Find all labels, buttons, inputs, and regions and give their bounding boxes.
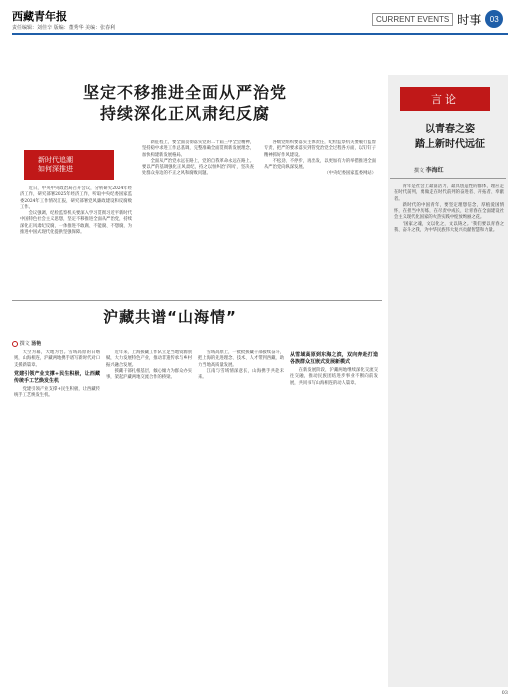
paragraph: 党建引领产业支撑+民生积极，让西藏传统手工艺焕发生机。	[14, 386, 100, 399]
paragraph: 在新发展阶段，沪藏两地继续深化交流交往交融，推动民族团结进步事业不断向前发展，共同书写山海相连的动人篇章。	[290, 368, 378, 386]
paragraph: 近年来，上海援藏工作队立足当地资源禀赋，大力发展特色产业，推动非遗传承与乡村振兴融合发展。	[106, 350, 192, 368]
paragraph: 雪域高原上，一批批援藏干部接续奋斗，把上海的先进理念、技术、人才带到西藏，助力当地高质量发展。	[198, 350, 284, 368]
masthead: 西藏青年报	[12, 10, 67, 23]
article-divider	[12, 300, 382, 301]
badge-line1: 新时代追潮	[38, 156, 73, 164]
subheading: 党建引领产业支撑+民生积极，让西藏传统手工艺焕发生机	[14, 370, 100, 384]
section-header	[372, 10, 503, 28]
article1-column-1	[20, 186, 132, 298]
opinion-title-line2: 踏上新时代远征	[415, 139, 485, 150]
paragraph: 近日，中央中央政治局召开会议，分析研究2024年经济工作，研究部署2025年经济工作，听取中央纪委国家监委2024年工作情况汇报，研究部署党风廉政建设和反腐败工作。	[20, 186, 132, 210]
section-label-zh: 时事	[457, 12, 482, 27]
section-label-en: CURRENT EVENTS	[372, 13, 453, 26]
article1-title-line2: 持续深化正风肃纪反腐	[99, 104, 270, 123]
paragraph: 全面从严治党永远在路上，党的自我革命永远在路上。要以严的基调强化正风肃纪，持之以恒纠治'四风'，坚决查处群众身边的不正之风和腐败问题。	[142, 158, 254, 177]
author-name: 李海红	[425, 167, 444, 174]
footer-page-mark: 03	[501, 690, 508, 696]
paragraph: 青年是社会上最富活力、最具创造性的群体，理应走在时代前列，勇做走在时代前列的奋进者、开拓者、奉献者。	[394, 184, 504, 202]
article2-column-4	[290, 350, 378, 690]
article2-column-3	[198, 350, 284, 690]
opinion-author	[414, 165, 444, 174]
paragraph: 新时代的中国青年，要坚定理想信念，厚植爱国情怀，在担当中历练，在尽责中成长，让青春在全面建设社会主义现代化国家的火热实践中绽放绚丽之花。	[394, 202, 504, 221]
article2-author	[12, 340, 41, 347]
article2-title: 沪藏共谱“山海情”	[103, 308, 237, 326]
paragraph: 不松劲、不停步，再出发，以更加有力的举措推进全面从严治党向纵深发展。	[264, 158, 376, 171]
paragraph: 各级党组织要落实主体责任，纪检监察机关要履行监督专责，把严的要求落实到管党治党全过程各方面，以钉钉子精神抓好作风建设。	[264, 140, 376, 158]
paragraph: 天空为幕，大地为台。雪域高原的日喀则，山海相连，沪藏两地携手谱写新时代对口支援新篇章。	[14, 350, 100, 368]
article2-column-2	[106, 350, 192, 690]
paragraph: 援藏干部扎根基层，倾心倾力为群众办实事，架起沪藏两地交流合作的桥梁。	[106, 368, 192, 381]
opinion-title	[396, 122, 504, 152]
subheading: 从雪域高原到东海之滨，双向奔赴打造各族群众互嵌式发展新模式	[290, 352, 378, 365]
article1-badge	[24, 150, 114, 180]
badge-line2: 如何深推进	[38, 165, 73, 173]
article1-title-line1: 坚定不移推进全面从严治党	[82, 83, 287, 102]
article2-column-1	[14, 350, 100, 690]
top-rule	[12, 33, 508, 35]
article1-column-2	[142, 140, 254, 298]
opinion-body	[394, 184, 504, 680]
paragraph: 新征程上，要全面贯彻落实党的二十届三中全会精神，坚持稳中求进工作总基调，完整准确全面贯彻新发展理念，加快构建新发展格局。	[142, 140, 254, 158]
article1-title	[20, 82, 350, 124]
paragraph: '国家之魂，文以化之，文以铸之。'我们要以青春之我、奋斗之我，为中华民族伟大复兴贡献智慧和力量。	[394, 221, 504, 234]
article1-column-3	[264, 140, 376, 298]
page-meta: 责任编辑：刘佳辛 版编：董秀华 美编：张春利	[12, 25, 116, 31]
author-mark-icon	[12, 341, 18, 347]
author-name: 汤艳	[31, 341, 42, 347]
opinion-divider	[390, 178, 506, 179]
opinion-label: 言论	[400, 87, 490, 111]
paragraph: 江南与雪域情深意长，山海携手共赴未来。	[198, 368, 284, 381]
author-prefix: 撰文	[19, 341, 30, 347]
opinion-title-line1: 以青春之姿	[425, 124, 475, 135]
author-prefix: 撰文	[414, 168, 425, 174]
page-number-badge: 03	[485, 10, 503, 28]
article1-source: （中央纪委国家监委网站）	[324, 171, 376, 177]
paragraph: 会议强调，纪检监察机关要深入学习贯彻习近平新时代中国特色社会主义思想，坚定不移推进全面从严治党，持续深化正风肃纪反腐，一体推进不敢腐、不能腐、不想腐，为推进中国式现代化提供坚强保障。	[20, 211, 132, 236]
